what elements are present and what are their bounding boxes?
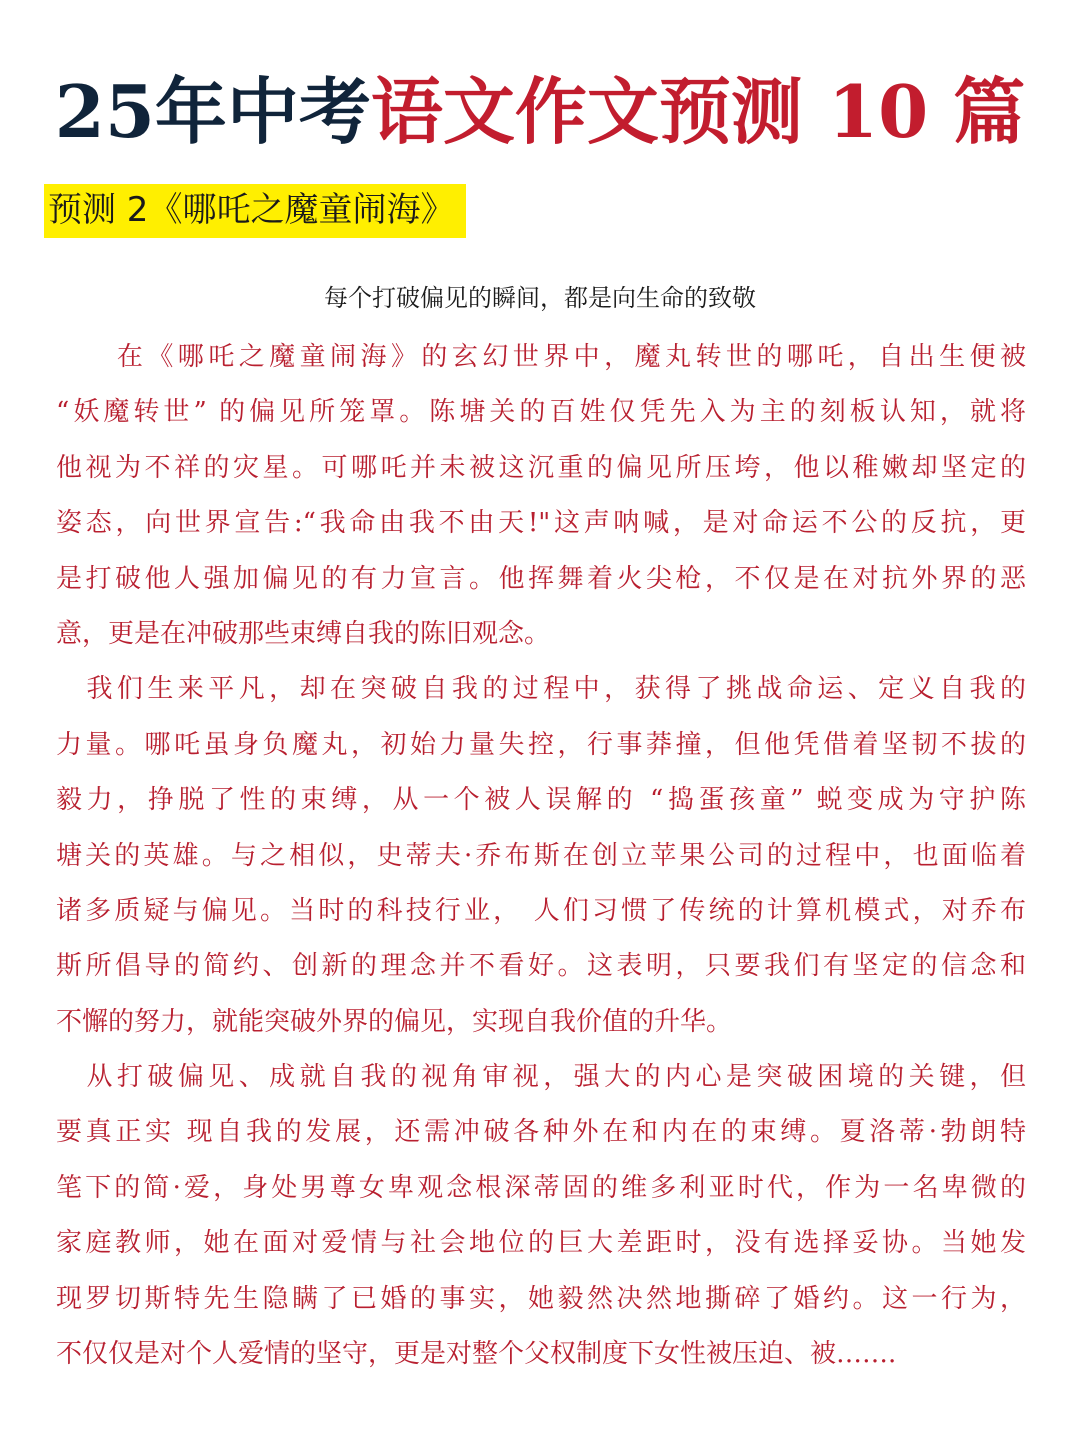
essay-body: [56, 330, 1026, 1382]
essay-line: 是打破他人强加偏见的有力宣言。他挥舞着火尖枪，不仅是在对抗外界的恶: [56, 563, 1026, 594]
essay-line: 不懈的努力，就能突破外界的偏见，实现自我价值的升华。: [56, 1006, 733, 1037]
essay-line: 要真正实 现自我的发展，还需冲破各种外在和内在的束缚。夏洛蒂·勃朗特: [56, 1117, 1026, 1148]
essay-line: 笔下的简·爱，身处男尊女卑观念根深蒂固的维多利亚时代，作为一名卑微的: [56, 1172, 1026, 1203]
page-title: [0, 62, 1080, 162]
essay-line: 不仅仅是对个人爱情的坚守，更是对整个父权制度下女性被压迫、被…….: [56, 1339, 897, 1370]
essay-line: 现罗切斯特先生隐瞒了已婚的事实，她毅然决然地撕碎了婚约。这一行为，: [56, 1283, 1026, 1314]
essay-line: 在《哪吒之魔童闹海》的玄幻世界中，魔丸转世的哪吒，自出生便被: [56, 342, 1026, 372]
essay-line: 毅力，挣脱了性的束缚，从一个被人误解的 “捣蛋孩童” 蜕变成为守护陈: [56, 785, 1026, 816]
essay-line: 诸多质疑与偏见。当时的科技行业， 人们习惯了传统的计算机模式，对乔布: [56, 895, 1026, 926]
essay-line: 我们生来平凡，却在突破自我的过程中，获得了挑战命运、定义自我的: [56, 674, 1026, 705]
essay-line: 姿态，向世界宣告:“我命由我不由天!"这声呐喊，是对命运不公的反抗，更: [56, 508, 1026, 539]
essay-line: 力量。哪吒虽身负魔丸，初始力量失控，行事莽撞，但他凭借着坚韧不拔的: [56, 729, 1026, 760]
essay-line: 家庭教师，她在面对爱情与社会地位的巨大差距时，没有选择妥协。当她发: [56, 1228, 1026, 1259]
essay-line: “妖魔转世” 的偏见所笼罩。陈塘关的百姓仅凭先入为主的刻板认知，就将: [56, 397, 1026, 428]
essay-heading: 每个打破偏见的瞬间，都是向生命的致敬: [324, 284, 756, 312]
essay-line: 意，更是在冲破那些束缚自我的陈旧观念。: [56, 618, 551, 649]
title-red-part: 语文作文预测 10 篇: [370, 69, 1026, 154]
essay-line: 从打破偏见、成就自我的视角审视，强大的内心是突破困境的关键，但: [56, 1062, 1026, 1093]
essay-line: 他视为不祥的灾星。可哪吒并未被这沉重的偏见所压垮，他以稚嫩却坚定的: [56, 452, 1026, 483]
subtitle-highlight: 预测 2《哪吒之魔童闹海》: [44, 184, 466, 238]
essay-line: 塘关的英雄。与之相似，史蒂夫·乔布斯在创立苹果公司的过程中，也面临着: [56, 840, 1026, 871]
title-black-part: 25年中考: [54, 69, 371, 154]
essay-line: 斯所倡导的简约、创新的理念并不看好。这表明，只要我们有坚定的信念和: [56, 951, 1026, 982]
